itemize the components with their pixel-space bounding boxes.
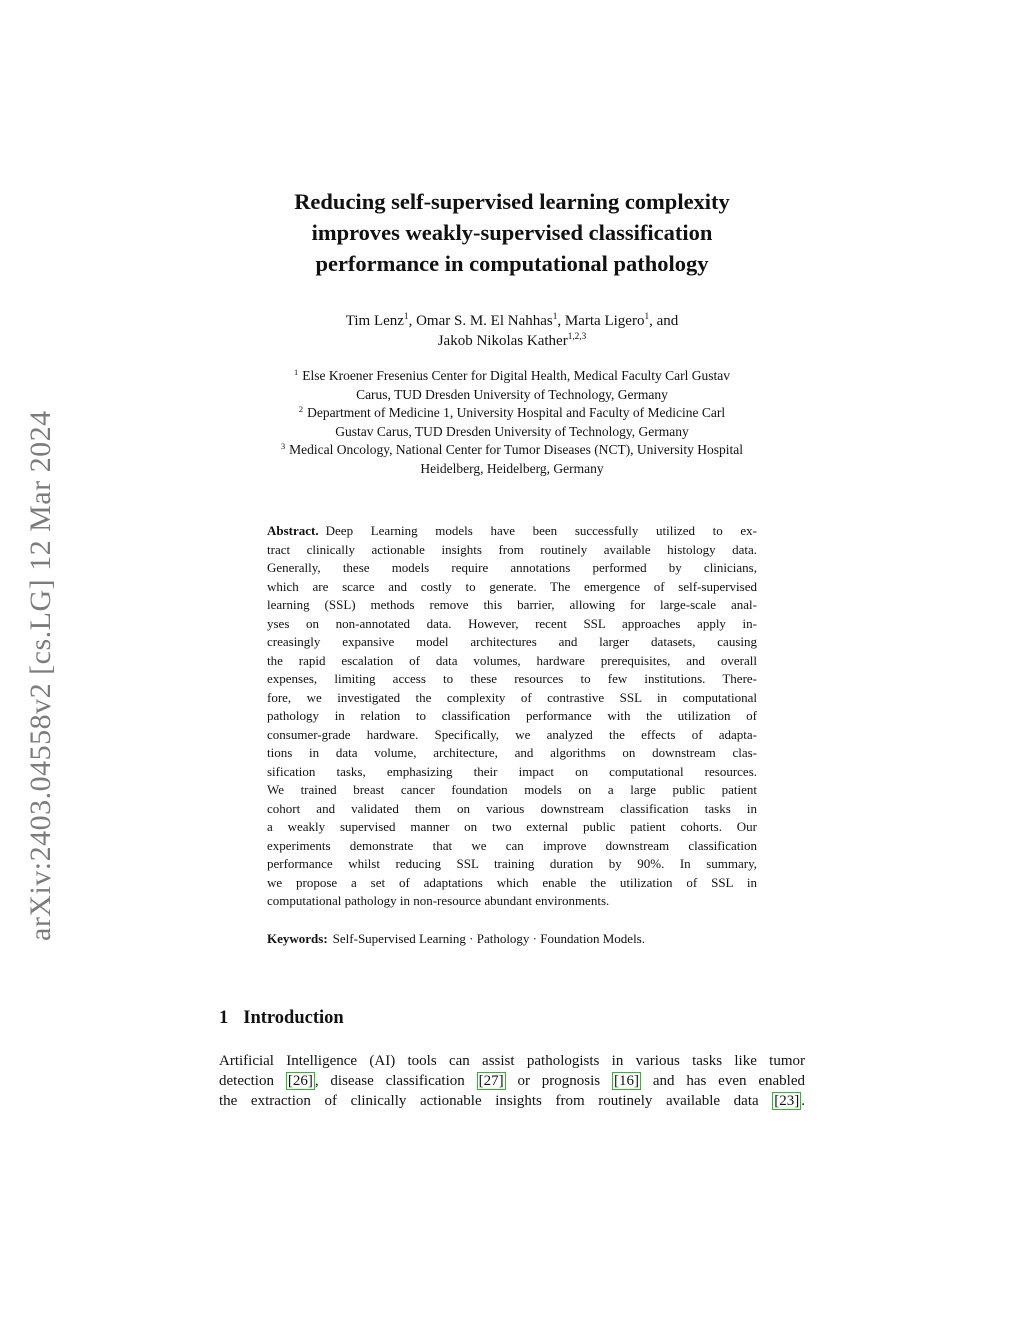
abstract-line: expenses, limiting access to these resources to few institutions. There- (267, 671, 757, 686)
author-affiliation-ref: 1 (403, 312, 409, 322)
affiliation-number: 3 (280, 441, 286, 451)
abstract-line: performance whilst reducing SSL training duration by 90%. In summary, (267, 856, 757, 871)
abstract-line: which are scarce and costly to generate. The emergence of self-supervised (267, 578, 757, 594)
arxiv-watermark: arXiv:2403.04558v2 [cs.LG] 12 Mar 2024 (24, 410, 57, 941)
paragraph-text: detection (219, 1073, 286, 1089)
citation-link-26[interactable]: [26] (287, 1073, 313, 1089)
paragraph-line (219, 1091, 805, 1111)
affiliations-block (219, 367, 805, 478)
authors-line-2 (219, 331, 805, 351)
affiliation-line (219, 367, 805, 386)
section-number: 1 (219, 1008, 229, 1028)
paper-title (219, 186, 805, 279)
abstract-line: fore, we investigated the complexity of contrastive SSL in computational (267, 689, 757, 705)
paragraph-text: , disease classification (314, 1073, 477, 1089)
author-name: Tim Lenz (345, 313, 404, 329)
affiliation-line: Gustav Carus, TUD Dresden University of Technology, Germany (335, 423, 689, 439)
author-affiliation-ref: 1 (644, 312, 650, 322)
author-affiliation-ref: 1,2,3 (567, 332, 587, 342)
keywords-text: Self-Supervised Learning · Pathology · Foundation Models. (332, 930, 645, 946)
title-line: performance in computational pathology (315, 251, 709, 276)
title-line: improves weakly-supervised classification (311, 220, 713, 245)
affiliation-2 (219, 404, 805, 441)
paragraph-text: . (801, 1093, 805, 1109)
paragraph-text: and has even enabled (640, 1073, 805, 1089)
author-name: , and (649, 313, 679, 329)
abstract-line: a weakly supervised manner on two external public patient cohorts. Our (267, 819, 757, 834)
section-heading-introduction (219, 1006, 805, 1030)
abstract-block (267, 522, 757, 948)
affiliation-line (219, 404, 805, 423)
affiliation-1 (219, 367, 805, 404)
abstract-line: cohort and validated them on various downstream classification tasks in (267, 800, 757, 816)
affiliation-text: Medical Oncology, National Center for Tumor Diseases (NCT), University Hospital (289, 442, 744, 457)
paragraph-text: or prognosis (505, 1073, 612, 1089)
paragraph-line: Artificial Intelligence (AI) tools can assist pathologists in various tasks like tumor (219, 1053, 805, 1069)
citation-link-27[interactable]: [27] (478, 1073, 504, 1089)
affiliation-line: Heidelberg, Heidelberg, Germany (420, 460, 604, 476)
affiliation-number: 2 (298, 404, 304, 414)
keywords-label: Keywords: (267, 930, 328, 946)
affiliation-number: 1 (294, 367, 299, 377)
abstract-line: learning (SSL) methods remove this barrier, allowing for large-scale anal- (267, 597, 757, 612)
abstract-text: Deep Learning models have been successfully utilized to ex- (325, 523, 757, 538)
abstract-line: the rapid escalation of data volumes, hardware prerequisites, and overall (267, 652, 757, 668)
introduction-paragraph (219, 1051, 805, 1111)
author-affiliation-ref: 1 (552, 312, 558, 322)
affiliation-text: Department of Medicine 1, University Hospital and Faculty of Medicine Carl (307, 405, 726, 420)
abstract-line: pathology in relation to classification performance with the utilization of (267, 708, 757, 723)
abstract-line: creasingly expansive model architectures and larger datasets, causing (267, 634, 757, 649)
citation-link-16[interactable]: [16] (613, 1073, 639, 1089)
abstract-line (267, 522, 757, 541)
section-title: Introduction (243, 1008, 344, 1028)
author-name: , Omar S. M. El Nahhas (408, 313, 553, 329)
abstract-line: experiments demonstrate that we can improve downstream classification (267, 837, 757, 853)
abstract-line: we propose a set of adaptations which enable the utilization of SSL in (267, 874, 757, 890)
abstract-line: sification tasks, emphasizing their impact on computational resources. (267, 763, 757, 779)
citation-link-23[interactable]: [23] (774, 1093, 800, 1109)
affiliation-3 (219, 441, 805, 478)
abstract-line: tions in data volume, architecture, and algorithms on downstream clas- (267, 745, 757, 760)
authors-block (219, 311, 805, 351)
author-name: Jakob Nikolas Kather (437, 333, 568, 349)
affiliation-line (219, 441, 805, 460)
author-name: , Marta Ligero (557, 313, 645, 329)
affiliation-text: Else Kroener Fresenius Center for Digital Health, Medical Faculty Carl Gustav (302, 368, 730, 383)
keywords-line (267, 930, 757, 949)
paragraph-text: the extraction of clinically actionable insights from routinely available data (219, 1093, 773, 1109)
authors-line-1 (219, 311, 805, 331)
abstract-line: We trained breast cancer foundation models on a large public patient (267, 782, 757, 797)
paragraph-line (219, 1071, 805, 1091)
abstract-label: Abstract. (267, 523, 319, 538)
abstract-line: computational pathology in non-resource abundant environments. (267, 893, 610, 908)
abstract-line: yses on non-annotated data. However, recent SSL approaches apply in- (267, 615, 757, 631)
title-line: Reducing self-supervised learning complexity (294, 189, 730, 214)
abstract-line: Generally, these models require annotations performed by clinicians, (267, 560, 757, 575)
affiliation-line: Carus, TUD Dresden University of Technology, Germany (356, 386, 668, 402)
abstract-line: consumer-grade hardware. Specifically, we analyzed the effects of adapta- (267, 726, 757, 742)
paper-page (219, 0, 805, 1111)
abstract-line: tract clinically actionable insights from routinely available histology data. (267, 541, 757, 557)
